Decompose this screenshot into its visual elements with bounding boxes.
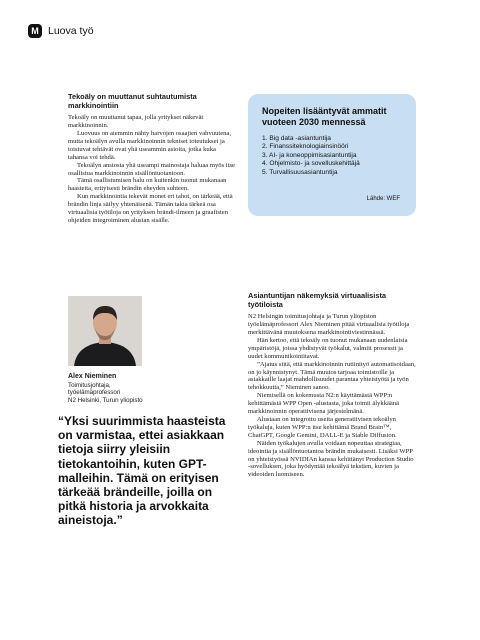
left-paragraph: Tämä osallistumisen halu on kuitenkin tuonut mukanaan haasteita, erityisesti brändin eheyden suhteen. <box>68 177 227 193</box>
section-label: Luova työ <box>48 25 94 37</box>
fact-box-item: 4. Ohjelmisto- ja sovelluskehittäjä <box>262 160 360 168</box>
right-article <box>248 292 416 479</box>
right-paragraph: ”Ajatus siitä, että markkinoinnin rutiinityö automatisoidaan, on jo käynnistynyt. Tämä muutos tarjoaa toimistoille ja asiakkaille laajat mahdollisuudet parantaa yhteistyötä ja työn tehokkuutta,” Nieminen sanoo. <box>248 360 416 392</box>
pull-quote: “Yksi suurimmista haasteista on varmistaa, ettei asiakkaan tietoja siirry yleisiin tietokantoihin, kuten GPT-malleihin. Tämä on erityisen tärkeää brändeille, joilla on pitkä historia ja arvokkaita aineistoja.” <box>58 414 226 528</box>
fact-box-item: 5. Turvallisuusasiantuntija <box>262 168 338 176</box>
expert-portrait-photo <box>68 296 142 366</box>
left-article-heading: Tekoäly on muuttanut suhtautumista markkinointiin <box>68 92 197 110</box>
page-header <box>28 24 94 38</box>
right-paragraph: N2 Helsingin toimitusjohtaja ja Turun yliopiston työelämäprofessori Alex Nieminen pitää virtuaalisia työtiloja merkittävänä muutoksena markkinointiviestinnässä. <box>248 313 410 336</box>
right-paragraph: Hän kertoo, että tekoäly on tuonut mukanaan uudenlaisia ympäristöjä, joissa yhdistyvät työkalut, valmiit prosessit ja uudet kommunikointitavat. <box>248 336 408 360</box>
left-article <box>68 93 236 225</box>
expert-name: Alex Nieminen <box>68 373 117 380</box>
expert-role: N2 Helsinki, Turun yliopisto <box>68 396 143 404</box>
fact-box-source: Lähde: WEF <box>366 196 400 202</box>
right-paragraph: Niemisellä on kokemusta N2:n käyttämästä WPP:n kehittämästä WPP Open -alustasta, joka toimii älykkäänä markkinoinnin operatiivisena järjestelmänä. <box>248 392 400 416</box>
expert-caption <box>68 373 228 404</box>
left-paragraph: Luovuus on aiemmin nähty harvojen osaajien vahvuutena, mutta tekoälyn avulla markkinoinnin tekniset toteutukset ja toistuvat tehtävät ovat yhä useammin asioita, jotka kuka tahansa voi tehdä. <box>68 130 231 161</box>
fact-box-title: Nopeiten lisääntyvät ammatit vuoteen 2030 mennessä <box>262 106 387 127</box>
left-paragraph: Tekoäly on muuttanut tapaa, jolla yritykset näkevät markkinoinnin. <box>68 114 204 130</box>
fact-box-item: 3. AI- ja koneoppimisasiantuntija <box>262 151 357 159</box>
right-article-body <box>248 313 416 479</box>
expert-role: Toimitusjohtaja, <box>68 381 111 389</box>
right-paragraph: Näiden työkalujen avulla voidaan nopeuttaa strategiaa, ideointia ja sisällöntuotantoa brändin mukaisesti. Lisäksi WPP on yhteistyössä NVIDIAn kanssa kehittänyt Production Studio -sovelluksen, joka hyödyntää tekoälyä tekstien, kuvien ja videoiden luomiseen. <box>248 439 414 479</box>
left-article-body <box>68 114 236 225</box>
fact-box <box>248 94 416 216</box>
left-paragraph: Kun markkinointia tekevät monet eri tahot, on tärkeää, että brändin linja säilyy yhtenäisenä. Tämän takia tärkeä osa virtuaalisia työtiloja on yrityksen brändi-ilmeen ja graafisten ohjeiden integroiminen alustan sisälle. <box>68 193 233 224</box>
fact-box-list <box>262 135 402 177</box>
fact-box-item: 1. Big data -asiantuntija <box>262 135 331 142</box>
left-paragraph: Tekoälyn ansiosta yhä useampi mainostaja haluaa myös itse osallistua markkinoinnin sisällöntuotantoon. <box>68 161 235 177</box>
right-paragraph: Alustaan on integroitu useita generatiivisen tekoälyn työkaluja, kuten WPP:n itse kehittämä Brand Brain™, ChatGPT, Google Gemini, DALL-E ja Stable Diffusion. <box>248 415 397 439</box>
magazine-logo: M <box>28 24 42 38</box>
fact-box-item: 2. Finanssiteknologiainsinööri <box>262 143 349 151</box>
portrait-illustration <box>68 296 142 366</box>
expert-role: työelämäprofessori <box>68 389 121 397</box>
right-article-heading: Asiantuntijan näkemyksiä virtuaalisista työtiloista <box>248 291 387 309</box>
